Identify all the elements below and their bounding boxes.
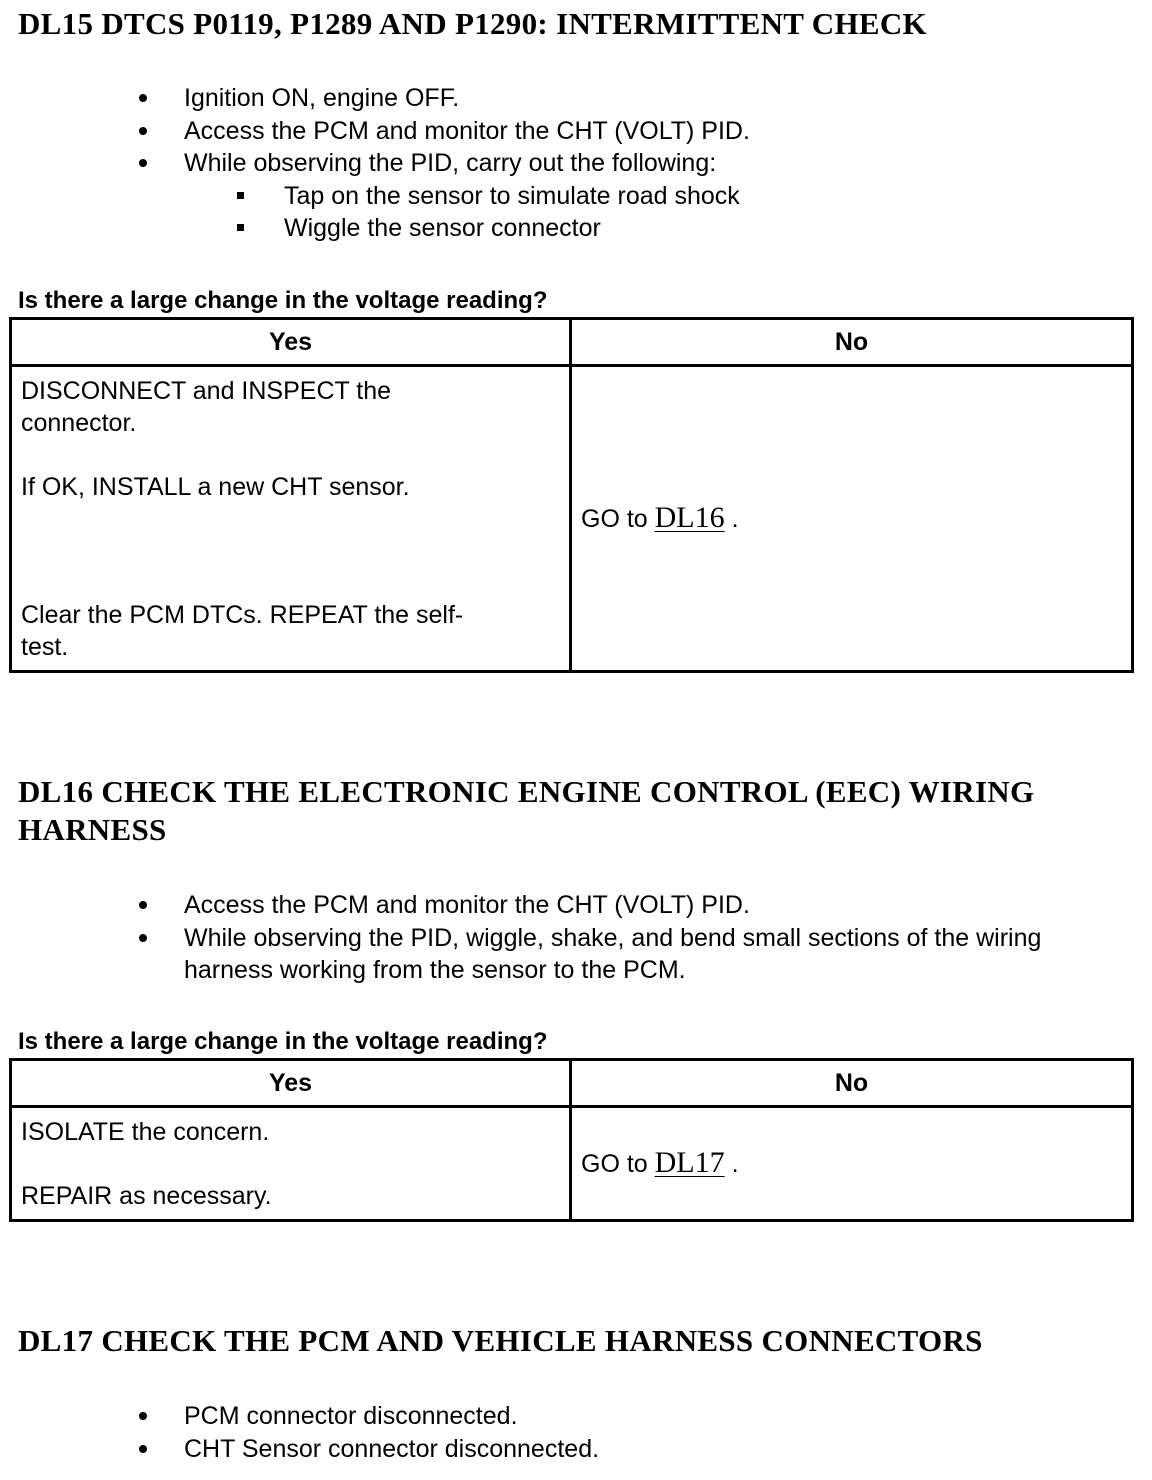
dl17-steps-list	[0, 1400, 1152, 1465]
dl16-heading-line: HARNESS	[18, 812, 167, 847]
list-item: CHT Sensor connector disconnected.	[0, 1433, 1152, 1466]
dl16-decision-table	[9, 1058, 1134, 1222]
dl15-heading: DL15 DTCS P0119, P1289 AND P1290: INTERMITTENT CHECK	[18, 6, 927, 41]
list-item: Access the PCM and monitor the CHT (VOLT) PID.	[0, 889, 1152, 922]
yes-line: connector.	[21, 409, 137, 437]
yes-line: Clear the PCM DTCs. REPEAT the self-	[21, 601, 464, 629]
no-prefix: GO to	[581, 1150, 648, 1178]
yes-line: ISOLATE the concern.	[21, 1118, 270, 1146]
yes-cell	[11, 1107, 571, 1221]
dl17-link[interactable]: DL17	[654, 1146, 725, 1179]
sub-list-item: Tap on the sensor to simulate road shock	[0, 180, 1152, 213]
table-header-row	[11, 1060, 1133, 1107]
table-row	[11, 1107, 1133, 1221]
dl16-question: Is there a large change in the voltage reading?	[18, 1028, 548, 1055]
dl16-heading-line: DL16 CHECK THE ELECTRONIC ENGINE CONTROL (EEC) WIRING	[18, 774, 1035, 809]
dl17-heading: DL17 CHECK THE PCM AND VEHICLE HARNESS CONNECTORS	[18, 1323, 983, 1358]
list-item: While observing the PID, carry out the following:	[0, 147, 1152, 180]
list-item: PCM connector disconnected.	[0, 1400, 1152, 1433]
no-cell	[571, 366, 1133, 672]
no-prefix: GO to	[581, 505, 648, 533]
no-suffix: .	[731, 505, 739, 533]
dl15-question: Is there a large change in the voltage reading?	[18, 287, 548, 314]
no-suffix: .	[731, 1150, 739, 1178]
dl16-heading	[18, 773, 1128, 849]
no-header: No	[571, 319, 1133, 366]
table-row	[11, 366, 1133, 672]
dl16-steps-list	[0, 889, 1152, 987]
yes-line: If OK, INSTALL a new CHT sensor.	[21, 473, 410, 501]
yes-line: DISCONNECT and INSPECT the	[21, 377, 392, 405]
yes-header: Yes	[11, 1060, 571, 1107]
yes-line: test.	[21, 633, 69, 661]
no-cell	[571, 1107, 1133, 1221]
dl15-steps-list	[0, 82, 1152, 245]
list-item: Access the PCM and monitor the CHT (VOLT) PID.	[0, 115, 1152, 148]
list-item-text: While observing the PID, wiggle, shake, and bend small sections of the wiring	[184, 923, 1042, 952]
list-item	[0, 922, 1152, 987]
yes-line: REPAIR as necessary.	[21, 1182, 272, 1210]
list-item-text: harness working from the sensor to the PCM.	[184, 956, 686, 984]
list-item: Ignition ON, engine OFF.	[0, 82, 1152, 115]
yes-cell	[11, 366, 571, 672]
dl15-decision-table	[9, 317, 1134, 673]
dl16-link[interactable]: DL16	[654, 501, 725, 534]
yes-header: Yes	[11, 319, 571, 366]
table-header-row	[11, 319, 1133, 366]
sub-list-item: Wiggle the sensor connector	[0, 212, 1152, 245]
no-header: No	[571, 1060, 1133, 1107]
